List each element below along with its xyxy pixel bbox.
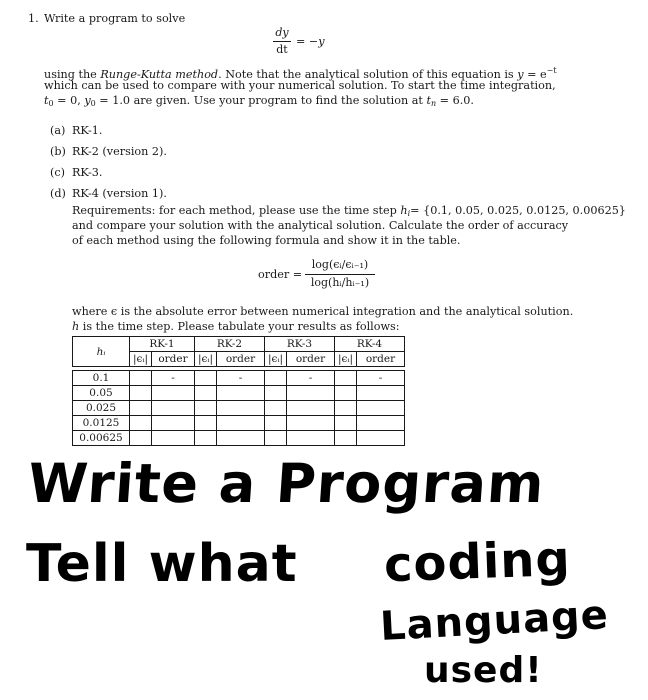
cell bbox=[195, 386, 217, 401]
cell-dash: - bbox=[217, 371, 265, 386]
y0-sub: 0 bbox=[90, 99, 96, 108]
item-d-label: (d) bbox=[50, 187, 66, 200]
cell-dash: - bbox=[357, 371, 405, 386]
handwriting-line-1: Write a Program bbox=[25, 452, 547, 515]
cell bbox=[265, 401, 287, 416]
header-order: order bbox=[217, 352, 265, 367]
tn-sub: n bbox=[430, 99, 437, 108]
item-c-label: (c) bbox=[50, 166, 65, 179]
after-h: h bbox=[72, 320, 80, 333]
table-row bbox=[73, 431, 405, 446]
para-line-2: which can be used to compare with your numerical solution. To start the time integration, bbox=[44, 79, 556, 92]
header-hi: hᵢ bbox=[73, 337, 130, 367]
table-row bbox=[73, 416, 405, 431]
analytic-eq: = e bbox=[523, 68, 547, 81]
cell bbox=[287, 386, 335, 401]
cell bbox=[335, 371, 357, 386]
header-order: order bbox=[287, 352, 335, 367]
cell bbox=[130, 401, 152, 416]
formula-denominator: log(hᵢ/hᵢ₋₁) bbox=[310, 276, 370, 289]
cell bbox=[130, 386, 152, 401]
cell bbox=[217, 386, 265, 401]
cell bbox=[265, 416, 287, 431]
formula-fraction-bar bbox=[305, 274, 375, 275]
cell bbox=[335, 431, 357, 446]
row-h-value: 0.05 bbox=[73, 386, 130, 401]
handwriting-line-2b: coding bbox=[383, 530, 572, 594]
cell bbox=[195, 401, 217, 416]
cell bbox=[287, 416, 335, 431]
cell bbox=[335, 416, 357, 431]
cell bbox=[130, 371, 152, 386]
row-h-value: 0.025 bbox=[73, 401, 130, 416]
cell bbox=[265, 371, 287, 386]
eq-denominator: dt bbox=[276, 43, 288, 56]
handwriting-line-3: Language bbox=[378, 592, 610, 650]
req-line-3: of each method using the following formula and show it in the table. bbox=[72, 234, 461, 247]
cell bbox=[287, 431, 335, 446]
tn-var: t bbox=[426, 94, 431, 107]
cell bbox=[152, 401, 195, 416]
item-c-text: RK-3. bbox=[72, 166, 103, 179]
cell bbox=[217, 401, 265, 416]
header-rk3: RK-3 bbox=[265, 337, 335, 352]
table-row bbox=[73, 371, 405, 386]
after-line-2-text: is the time step. Please tabulate your results as follows: bbox=[79, 320, 400, 333]
problem-number: 1. bbox=[28, 12, 39, 25]
cell bbox=[217, 416, 265, 431]
cell bbox=[195, 371, 217, 386]
item-a-text: RK-1. bbox=[72, 124, 103, 137]
req-line-1-post: = {0.1, 0.05, 0.025, 0.0125, 0.00625} bbox=[410, 204, 626, 217]
eq-fraction-bar bbox=[273, 41, 291, 42]
cell bbox=[195, 431, 217, 446]
cell bbox=[265, 431, 287, 446]
cell-dash: - bbox=[287, 371, 335, 386]
cell bbox=[152, 416, 195, 431]
cell-dash: - bbox=[152, 371, 195, 386]
para-line-3 bbox=[44, 94, 474, 111]
header-rk1: RK-1 bbox=[130, 337, 195, 352]
cell bbox=[130, 416, 152, 431]
results-table bbox=[72, 336, 405, 446]
analytic-y: y bbox=[517, 68, 524, 81]
para-line-1-pre: using the bbox=[44, 68, 101, 81]
header-err: |ϵᵢ| bbox=[265, 352, 287, 367]
y0-var: y bbox=[84, 94, 91, 107]
cell bbox=[357, 431, 405, 446]
cell bbox=[357, 401, 405, 416]
header-rk4: RK-4 bbox=[335, 337, 405, 352]
handwriting-line-2a: Tell what bbox=[26, 534, 298, 594]
cell bbox=[357, 416, 405, 431]
t0-val: = 0, bbox=[53, 94, 85, 107]
cell bbox=[335, 401, 357, 416]
item-b-text: RK-2 (version 2). bbox=[72, 145, 167, 158]
header-order: order bbox=[357, 352, 405, 367]
eq-numerator: dy bbox=[275, 26, 289, 39]
tn-val: = 6.0. bbox=[436, 94, 474, 107]
header-rk2: RK-2 bbox=[195, 337, 265, 352]
header-err: |ϵᵢ| bbox=[130, 352, 152, 367]
header-err: |ϵᵢ| bbox=[335, 352, 357, 367]
req-line-1-pre: Requirements: for each method, please use the time step bbox=[72, 204, 401, 217]
formula-numerator: log(ϵᵢ/ϵᵢ₋₁) bbox=[311, 258, 369, 271]
cell bbox=[287, 401, 335, 416]
header-err: |ϵᵢ| bbox=[195, 352, 217, 367]
analytic-exp: −t bbox=[546, 66, 557, 75]
para-line-3-mid: = 1.0 are given. Use your program to find the solution at bbox=[95, 94, 427, 107]
eq-rhs: = −y bbox=[296, 35, 325, 48]
cell bbox=[217, 431, 265, 446]
item-d-text: RK-4 (version 1). bbox=[72, 187, 167, 200]
req-h: h bbox=[400, 204, 408, 217]
method-name: Runge-Kutta method bbox=[100, 68, 219, 81]
cell bbox=[152, 431, 195, 446]
cell bbox=[335, 386, 357, 401]
item-a-label: (a) bbox=[50, 124, 66, 137]
para-line-1-post: . Note that the analytical solution of this equation is bbox=[218, 68, 518, 81]
row-h-value: 0.0125 bbox=[73, 416, 130, 431]
table-row bbox=[73, 386, 405, 401]
cell bbox=[265, 386, 287, 401]
cell bbox=[130, 431, 152, 446]
after-line-2 bbox=[72, 320, 400, 334]
t0-sub: 0 bbox=[48, 99, 54, 108]
t0-var: t bbox=[44, 94, 49, 107]
cell bbox=[195, 416, 217, 431]
handwriting-line-4: used! bbox=[424, 650, 543, 691]
cell bbox=[152, 386, 195, 401]
table-row bbox=[73, 401, 405, 416]
row-h-value: 0.1 bbox=[73, 371, 130, 386]
req-h-sub: i bbox=[407, 209, 411, 218]
cell bbox=[357, 386, 405, 401]
after-line-1: where ϵ is the absolute error between numerical integration and the analytical solution. bbox=[72, 305, 574, 318]
req-line-2: and compare your solution with the analytical solution. Calculate the order of accuracy bbox=[72, 219, 569, 232]
problem-intro: Write a program to solve bbox=[44, 12, 186, 25]
formula-lhs: order = bbox=[258, 268, 303, 281]
item-b-label: (b) bbox=[50, 145, 66, 158]
header-order: order bbox=[152, 352, 195, 367]
row-h-value: 0.00625 bbox=[73, 431, 130, 446]
